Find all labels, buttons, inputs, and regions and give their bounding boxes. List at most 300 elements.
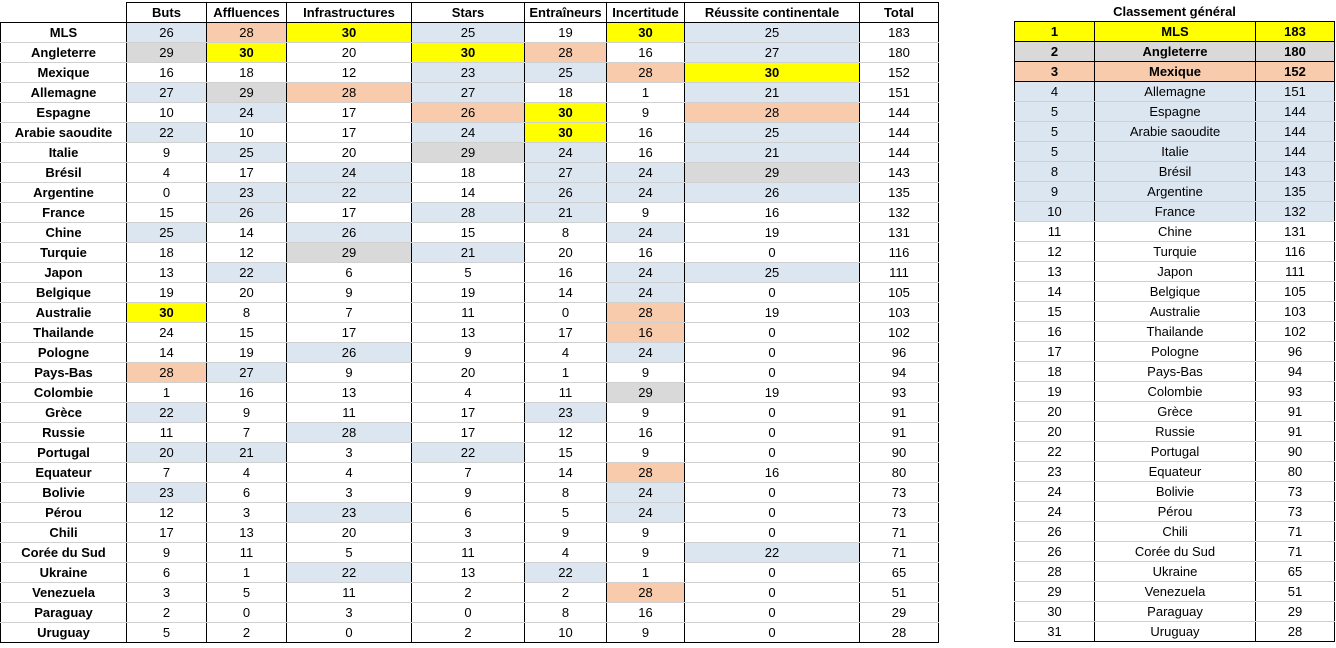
total-cell: 102 — [860, 323, 939, 343]
buts-cell: 22 — [127, 403, 207, 423]
ranking-row — [1015, 22, 1335, 42]
entraineurs-cell: 23 — [525, 403, 607, 423]
ranking-row — [1015, 462, 1335, 482]
buts-cell: 12 — [127, 503, 207, 523]
infrastructures-cell: 26 — [287, 343, 412, 363]
stars-cell: 13 — [412, 563, 525, 583]
buts-cell: 10 — [127, 103, 207, 123]
stars-cell: 7 — [412, 463, 525, 483]
infrastructures-cell: 17 — [287, 203, 412, 223]
reussite-continentale-cell: 27 — [685, 43, 860, 63]
ranking-table — [1014, 2, 1335, 642]
buts-cell: 26 — [127, 23, 207, 43]
stars-cell: 30 — [412, 43, 525, 63]
table-row — [1, 423, 939, 443]
rank-cell: 28 — [1015, 562, 1095, 582]
total-cell: 144 — [860, 103, 939, 123]
stars-cell: 23 — [412, 63, 525, 83]
ranking-total-cell: 102 — [1256, 322, 1335, 342]
affluences-cell: 23 — [207, 183, 287, 203]
ranking-country-cell: Angleterre — [1095, 42, 1256, 62]
total-cell: 144 — [860, 123, 939, 143]
total-cell: 65 — [860, 563, 939, 583]
header-incertitude: Incertitude — [607, 3, 685, 23]
entraineurs-cell: 8 — [525, 603, 607, 623]
infrastructures-cell: 17 — [287, 323, 412, 343]
incertitude-cell: 16 — [607, 423, 685, 443]
buts-cell: 22 — [127, 123, 207, 143]
affluences-cell: 8 — [207, 303, 287, 323]
ranking-country-cell: Argentine — [1095, 182, 1256, 202]
infrastructures-cell: 3 — [287, 443, 412, 463]
affluences-cell: 12 — [207, 243, 287, 263]
ranking-total-cell: 96 — [1256, 342, 1335, 362]
incertitude-cell: 9 — [607, 543, 685, 563]
ranking-row — [1015, 242, 1335, 262]
table-row — [1, 523, 939, 543]
reussite-continentale-cell: 0 — [685, 583, 860, 603]
entraineurs-cell: 11 — [525, 383, 607, 403]
incertitude-cell: 9 — [607, 443, 685, 463]
affluences-cell: 6 — [207, 483, 287, 503]
incertitude-cell: 24 — [607, 503, 685, 523]
total-cell: 180 — [860, 43, 939, 63]
rank-cell: 24 — [1015, 482, 1095, 502]
infrastructures-cell: 30 — [287, 23, 412, 43]
incertitude-cell: 16 — [607, 323, 685, 343]
incertitude-cell: 16 — [607, 243, 685, 263]
entraineurs-cell: 30 — [525, 103, 607, 123]
entraineurs-cell: 9 — [525, 523, 607, 543]
buts-cell: 7 — [127, 463, 207, 483]
ranking-total-cell: 144 — [1256, 122, 1335, 142]
infrastructures-cell: 7 — [287, 303, 412, 323]
ranking-row — [1015, 622, 1335, 642]
entraineurs-cell: 25 — [525, 63, 607, 83]
ranking-row — [1015, 542, 1335, 562]
infrastructures-cell: 0 — [287, 623, 412, 643]
incertitude-cell: 9 — [607, 103, 685, 123]
ranking-country-cell: Paraguay — [1095, 602, 1256, 622]
ranking-total-cell: 152 — [1256, 62, 1335, 82]
rank-cell: 10 — [1015, 202, 1095, 222]
table-row — [1, 563, 939, 583]
buts-cell: 29 — [127, 43, 207, 63]
country-cell: Russie — [1, 423, 127, 443]
reussite-continentale-cell: 29 — [685, 163, 860, 183]
table-row — [1, 403, 939, 423]
incertitude-cell: 24 — [607, 223, 685, 243]
affluences-cell: 4 — [207, 463, 287, 483]
table-row — [1, 383, 939, 403]
reussite-continentale-cell: 0 — [685, 423, 860, 443]
ranking-row — [1015, 122, 1335, 142]
stars-cell: 2 — [412, 583, 525, 603]
ranking-row — [1015, 362, 1335, 382]
rank-cell: 31 — [1015, 622, 1095, 642]
header-stars: Stars — [412, 3, 525, 23]
total-cell: 91 — [860, 403, 939, 423]
entraineurs-cell: 8 — [525, 223, 607, 243]
entraineurs-cell: 10 — [525, 623, 607, 643]
entraineurs-cell: 2 — [525, 583, 607, 603]
incertitude-cell: 28 — [607, 63, 685, 83]
incertitude-cell: 24 — [607, 483, 685, 503]
affluences-cell: 11 — [207, 543, 287, 563]
infrastructures-cell: 13 — [287, 383, 412, 403]
buts-cell: 9 — [127, 143, 207, 163]
buts-cell: 4 — [127, 163, 207, 183]
reussite-continentale-cell: 19 — [685, 223, 860, 243]
table-row — [1, 623, 939, 643]
infrastructures-cell: 11 — [287, 583, 412, 603]
country-cell: Mexique — [1, 63, 127, 83]
ranking-total-cell: 91 — [1256, 422, 1335, 442]
ranking-row — [1015, 562, 1335, 582]
incertitude-cell: 24 — [607, 183, 685, 203]
rank-cell: 5 — [1015, 102, 1095, 122]
rank-cell: 30 — [1015, 602, 1095, 622]
infrastructures-cell: 24 — [287, 163, 412, 183]
incertitude-cell: 24 — [607, 283, 685, 303]
infrastructures-cell: 4 — [287, 463, 412, 483]
total-cell: 80 — [860, 463, 939, 483]
total-cell: 105 — [860, 283, 939, 303]
stars-cell: 28 — [412, 203, 525, 223]
table-row — [1, 183, 939, 203]
country-cell: Grèce — [1, 403, 127, 423]
infrastructures-cell: 20 — [287, 43, 412, 63]
ranking-total-cell: 51 — [1256, 582, 1335, 602]
entraineurs-cell: 24 — [525, 143, 607, 163]
table-row — [1, 23, 939, 43]
country-cell: Colombie — [1, 383, 127, 403]
reussite-continentale-cell: 19 — [685, 303, 860, 323]
infrastructures-cell: 9 — [287, 283, 412, 303]
total-cell: 29 — [860, 603, 939, 623]
infrastructures-cell: 26 — [287, 223, 412, 243]
ranking-row — [1015, 342, 1335, 362]
rank-cell: 15 — [1015, 302, 1095, 322]
stars-cell: 9 — [412, 483, 525, 503]
ranking-total-cell: 132 — [1256, 202, 1335, 222]
reussite-continentale-cell: 0 — [685, 363, 860, 383]
criteria-table — [0, 2, 939, 643]
ranking-row — [1015, 442, 1335, 462]
ranking-total-cell: 80 — [1256, 462, 1335, 482]
table-row — [1, 503, 939, 523]
ranking-row — [1015, 262, 1335, 282]
ranking-country-cell: Pays-Bas — [1095, 362, 1256, 382]
ranking-country-cell: Corée du Sud — [1095, 542, 1256, 562]
ranking-title-row — [1015, 2, 1335, 22]
buts-cell: 24 — [127, 323, 207, 343]
ranking-total-cell: 91 — [1256, 402, 1335, 422]
stars-cell: 17 — [412, 403, 525, 423]
total-cell: 91 — [860, 423, 939, 443]
country-cell: Pologne — [1, 343, 127, 363]
ranking-country-cell: Pologne — [1095, 342, 1256, 362]
total-cell: 151 — [860, 83, 939, 103]
ranking-row — [1015, 102, 1335, 122]
ranking-country-cell: Belgique — [1095, 282, 1256, 302]
buts-cell: 19 — [127, 283, 207, 303]
rank-cell: 2 — [1015, 42, 1095, 62]
ranking-country-cell: Espagne — [1095, 102, 1256, 122]
table-row — [1, 123, 939, 143]
ranking-row — [1015, 582, 1335, 602]
entraineurs-cell: 19 — [525, 23, 607, 43]
infrastructures-cell: 22 — [287, 183, 412, 203]
table-row — [1, 63, 939, 83]
ranking-total-cell: 73 — [1256, 482, 1335, 502]
header-reussite-continentale: Réussite continentale — [685, 3, 860, 23]
buts-cell: 11 — [127, 423, 207, 443]
affluences-cell: 18 — [207, 63, 287, 83]
stars-cell: 0 — [412, 603, 525, 623]
country-cell: Venezuela — [1, 583, 127, 603]
ranking-total-cell: 73 — [1256, 502, 1335, 522]
header-row — [1, 3, 939, 23]
ranking-total-cell: 144 — [1256, 102, 1335, 122]
ranking-country-cell: Turquie — [1095, 242, 1256, 262]
ranking-title: Classement général — [1113, 4, 1236, 19]
country-cell: Brésil — [1, 163, 127, 183]
infrastructures-cell: 23 — [287, 503, 412, 523]
total-cell: 73 — [860, 503, 939, 523]
table-row — [1, 583, 939, 603]
country-cell: Pays-Bas — [1, 363, 127, 383]
table-row — [1, 43, 939, 63]
affluences-cell: 7 — [207, 423, 287, 443]
table-row — [1, 203, 939, 223]
ranking-country-cell: Grèce — [1095, 402, 1256, 422]
header-buts: Buts — [127, 3, 207, 23]
stars-cell: 20 — [412, 363, 525, 383]
reussite-continentale-cell: 25 — [685, 123, 860, 143]
incertitude-cell: 28 — [607, 303, 685, 323]
buts-cell: 14 — [127, 343, 207, 363]
incertitude-cell: 24 — [607, 343, 685, 363]
buts-cell: 25 — [127, 223, 207, 243]
rank-cell: 22 — [1015, 442, 1095, 462]
ranking-total-cell: 144 — [1256, 142, 1335, 162]
country-cell: MLS — [1, 23, 127, 43]
reussite-continentale-cell: 19 — [685, 383, 860, 403]
buts-cell: 3 — [127, 583, 207, 603]
rank-cell: 24 — [1015, 502, 1095, 522]
ranking-country-cell: Equateur — [1095, 462, 1256, 482]
header-total: Total — [860, 3, 939, 23]
ranking-country-cell: Allemagne — [1095, 82, 1256, 102]
rank-cell: 9 — [1015, 182, 1095, 202]
infrastructures-cell: 20 — [287, 523, 412, 543]
entraineurs-cell: 0 — [525, 303, 607, 323]
stars-cell: 26 — [412, 103, 525, 123]
incertitude-cell: 9 — [607, 523, 685, 543]
country-cell: Australie — [1, 303, 127, 323]
ranking-country-cell: Japon — [1095, 262, 1256, 282]
buts-cell: 13 — [127, 263, 207, 283]
corner-cell — [1, 3, 127, 23]
total-cell: 71 — [860, 543, 939, 563]
table-row — [1, 303, 939, 323]
affluences-cell: 10 — [207, 123, 287, 143]
ranking-row — [1015, 602, 1335, 622]
entraineurs-cell: 16 — [525, 263, 607, 283]
reussite-continentale-cell: 0 — [685, 483, 860, 503]
incertitude-cell: 9 — [607, 403, 685, 423]
stars-cell: 19 — [412, 283, 525, 303]
affluences-cell: 14 — [207, 223, 287, 243]
entraineurs-cell: 14 — [525, 283, 607, 303]
ranking-row — [1015, 502, 1335, 522]
ranking-row — [1015, 62, 1335, 82]
table-row — [1, 463, 939, 483]
stars-cell: 13 — [412, 323, 525, 343]
entraineurs-cell: 4 — [525, 543, 607, 563]
affluences-cell: 29 — [207, 83, 287, 103]
total-cell: 144 — [860, 143, 939, 163]
ranking-country-cell: Thailande — [1095, 322, 1256, 342]
rank-cell: 3 — [1015, 62, 1095, 82]
incertitude-cell: 9 — [607, 623, 685, 643]
reussite-continentale-cell: 16 — [685, 463, 860, 483]
country-cell: Paraguay — [1, 603, 127, 623]
entraineurs-cell: 17 — [525, 323, 607, 343]
affluences-cell: 30 — [207, 43, 287, 63]
rank-cell: 4 — [1015, 82, 1095, 102]
entraineurs-cell: 5 — [525, 503, 607, 523]
ranking-row — [1015, 282, 1335, 302]
ranking-row — [1015, 182, 1335, 202]
table-row — [1, 283, 939, 303]
stars-cell: 4 — [412, 383, 525, 403]
reussite-continentale-cell: 0 — [685, 403, 860, 423]
country-cell: Portugal — [1, 443, 127, 463]
stars-cell: 6 — [412, 503, 525, 523]
stars-cell: 3 — [412, 523, 525, 543]
country-cell: Belgique — [1, 283, 127, 303]
affluences-cell: 15 — [207, 323, 287, 343]
entraineurs-cell: 1 — [525, 363, 607, 383]
reussite-continentale-cell: 0 — [685, 323, 860, 343]
reussite-continentale-cell: 28 — [685, 103, 860, 123]
ranking-country-cell: Chili — [1095, 522, 1256, 542]
rank-cell: 26 — [1015, 522, 1095, 542]
rank-cell: 11 — [1015, 222, 1095, 242]
incertitude-cell: 28 — [607, 583, 685, 603]
ranking-total-cell: 94 — [1256, 362, 1335, 382]
ranking-row — [1015, 522, 1335, 542]
table-row — [1, 83, 939, 103]
rank-cell: 29 — [1015, 582, 1095, 602]
infrastructures-cell: 6 — [287, 263, 412, 283]
ranking-row — [1015, 482, 1335, 502]
stars-cell: 15 — [412, 223, 525, 243]
total-cell: 132 — [860, 203, 939, 223]
reussite-continentale-cell: 25 — [685, 23, 860, 43]
incertitude-cell: 1 — [607, 563, 685, 583]
incertitude-cell: 28 — [607, 463, 685, 483]
country-cell: Ukraine — [1, 563, 127, 583]
table-row — [1, 323, 939, 343]
ranking-country-cell: Arabie saoudite — [1095, 122, 1256, 142]
infrastructures-cell: 29 — [287, 243, 412, 263]
stars-cell: 17 — [412, 423, 525, 443]
infrastructures-cell: 17 — [287, 103, 412, 123]
ranking-country-cell: Mexique — [1095, 62, 1256, 82]
ranking-row — [1015, 422, 1335, 442]
table-row — [1, 243, 939, 263]
incertitude-cell: 29 — [607, 383, 685, 403]
reussite-continentale-cell: 0 — [685, 243, 860, 263]
ranking-total-cell: 71 — [1256, 522, 1335, 542]
country-cell: Angleterre — [1, 43, 127, 63]
affluences-cell: 16 — [207, 383, 287, 403]
ranking-row — [1015, 322, 1335, 342]
ranking-total-cell: 90 — [1256, 442, 1335, 462]
infrastructures-cell: 3 — [287, 483, 412, 503]
affluences-cell: 5 — [207, 583, 287, 603]
ranking-row — [1015, 302, 1335, 322]
ranking-country-cell: Colombie — [1095, 382, 1256, 402]
ranking-total-cell: 143 — [1256, 162, 1335, 182]
entraineurs-cell: 12 — [525, 423, 607, 443]
ranking-total-cell: 93 — [1256, 382, 1335, 402]
total-cell: 51 — [860, 583, 939, 603]
stars-cell: 2 — [412, 623, 525, 643]
infrastructures-cell: 11 — [287, 403, 412, 423]
ranking-country-cell: France — [1095, 202, 1256, 222]
reussite-continentale-cell: 21 — [685, 143, 860, 163]
affluences-cell: 21 — [207, 443, 287, 463]
buts-cell: 9 — [127, 543, 207, 563]
infrastructures-cell: 17 — [287, 123, 412, 143]
ranking-country-cell: Venezuela — [1095, 582, 1256, 602]
reussite-continentale-cell: 0 — [685, 603, 860, 623]
infrastructures-cell: 5 — [287, 543, 412, 563]
ranking-country-cell: Australie — [1095, 302, 1256, 322]
table-row — [1, 103, 939, 123]
total-cell: 152 — [860, 63, 939, 83]
affluences-cell: 27 — [207, 363, 287, 383]
table-row — [1, 483, 939, 503]
ranking-country-cell: Bolivie — [1095, 482, 1256, 502]
ranking-country-cell: Portugal — [1095, 442, 1256, 462]
total-cell: 90 — [860, 443, 939, 463]
ranking-row — [1015, 142, 1335, 162]
reussite-continentale-cell: 0 — [685, 623, 860, 643]
total-cell: 103 — [860, 303, 939, 323]
ranking-country-cell: Uruguay — [1095, 622, 1256, 642]
reussite-continentale-cell: 26 — [685, 183, 860, 203]
buts-cell: 17 — [127, 523, 207, 543]
infrastructures-cell: 20 — [287, 143, 412, 163]
infrastructures-cell: 28 — [287, 423, 412, 443]
ranking-row — [1015, 222, 1335, 242]
affluences-cell: 3 — [207, 503, 287, 523]
infrastructures-cell: 28 — [287, 83, 412, 103]
incertitude-cell: 24 — [607, 163, 685, 183]
country-cell: France — [1, 203, 127, 223]
buts-cell: 30 — [127, 303, 207, 323]
total-cell: 143 — [860, 163, 939, 183]
incertitude-cell: 16 — [607, 143, 685, 163]
rank-cell: 16 — [1015, 322, 1095, 342]
header-infrastructures: Infrastructures — [287, 3, 412, 23]
buts-cell: 18 — [127, 243, 207, 263]
